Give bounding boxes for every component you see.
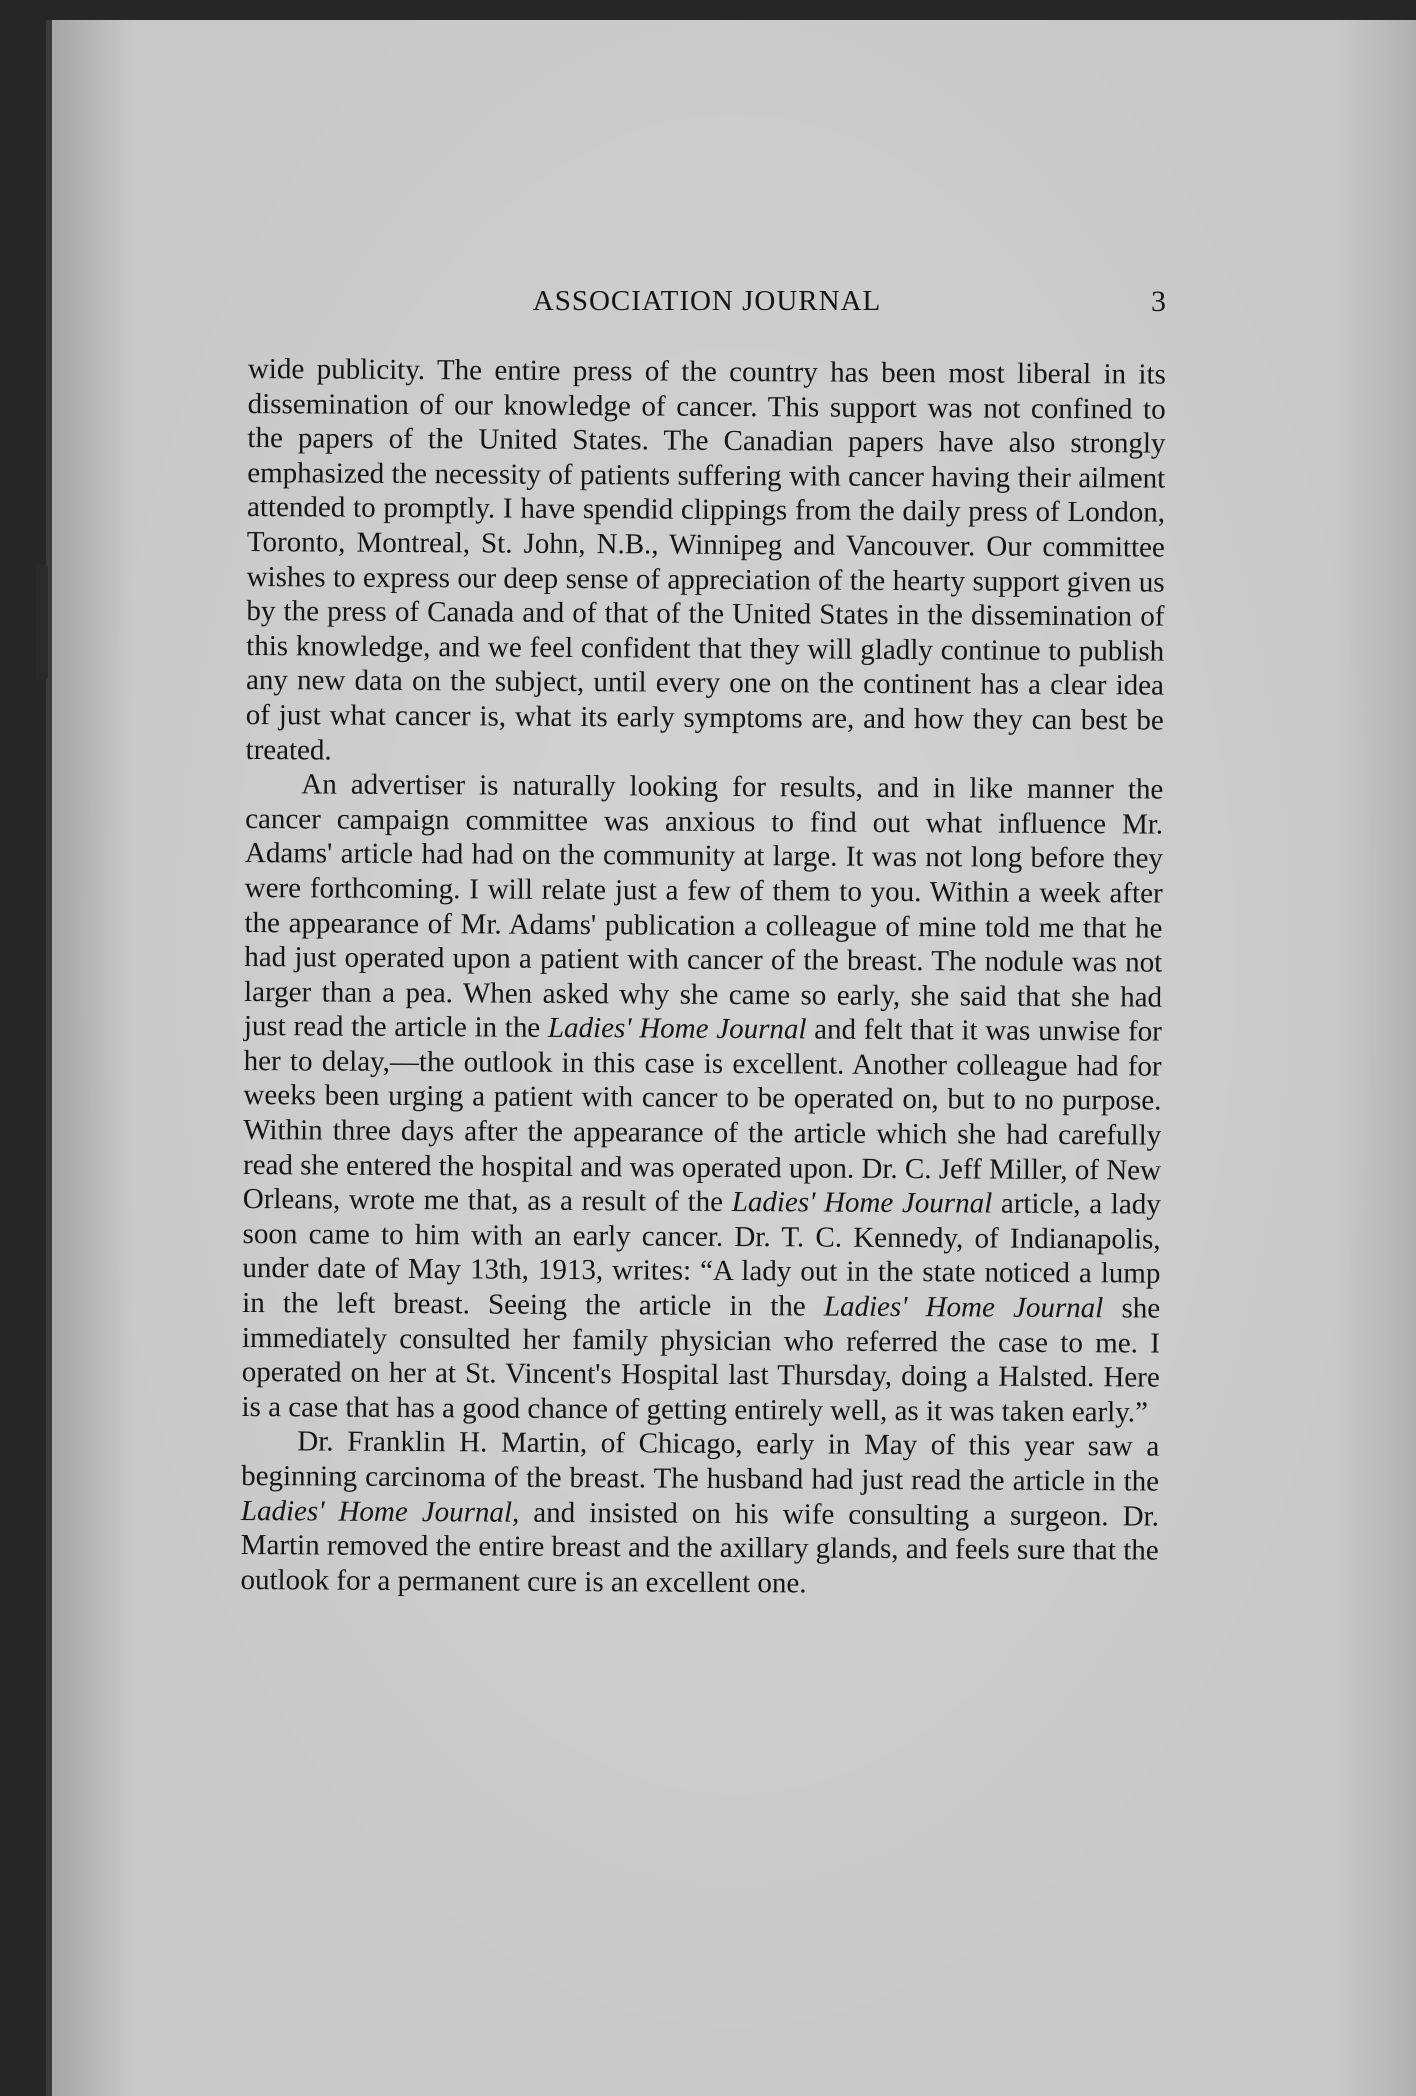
paragraph-1 [245,352,1166,773]
journal-title: Ladies' Home Journal, [240,1494,520,1529]
page-header [248,285,1166,335]
text-segment: wide publicity. The entire press of the country has been most liberal in its dissemination of our knowledge of cancer. This support was not confined to the papers of the United States. The Canadian papers have also strongly emphasized the necessity of patients suffering with cancer having their ailment attended to promptly. I have spendid clippings from the daily press of London, Toronto, Montreal, St. John, N.B., Winnipeg and Vancouver. Our committee wishes to express our deep sense of appreciation of the hearty support given us by the press of Canada and of that of the United States in the dissemination of this knowledge, and we feel confident that they will gladly continue to publish any new data on the subject, until every one on the continent has a clear idea of just what cancer is, what its early symptoms are, and how they can best be treated. [245,352,1166,767]
body-text [240,352,1166,1603]
journal-title: Ladies' Home Journal [731,1186,993,1220]
paragraph-3 [240,1424,1159,1603]
paragraph-2 [241,767,1163,1430]
text-segment: and felt that it was unwise for her to delay,—the outlook in this case is excellent. Another colleague had for weeks been urging a patient with cancer to be operated on, but to no purpose. Within three days after the appearance of the article which she had carefully read she entered the hospital and was operated upon. Dr. C. Jeff Miller, of New Orleans, wrote me that, as a result of the [242,1013,1162,1219]
binding-clip [36,565,48,680]
text-segment: article, a lady soon came to him with an early cancer. Dr. T. C. Kennedy, of Indianapolis, under date of May 13th, 1913, writes: “A lady out in the state noticed a lump in the left breast. Seeing the article in the [242,1187,1161,1323]
text-segment: she immediately consulted her family physician who referred the case to me. I operated on her at St. Vincent's Hospital last Thursday, doing a Halsted. Here is a case that has a good chance of getting entirely well, as it was taken early.” [241,1292,1161,1429]
text-segment: Dr. Franklin H. Martin, of Chicago, early in May of this year saw a beginning carcinoma of the breast. The husband had just read the article in the [241,1425,1160,1498]
text-segment: An advertiser is naturally looking for results, and in like manner the cancer campaign committee was anxious to find out what influence Mr. Adams' article had had on the community at large. It was not long before they were forthcoming. I will relate just a few of them to you. Within a week after the appearance of Mr. Adams' publication a colleague of mine told me that he had just operated upon a patient with cancer of the breast. The nodule was not larger than a pea. When asked why she came so early, she said that she had just read the article in the [243,768,1164,1045]
running-head: ASSOCIATION JOURNAL [532,285,882,317]
page-number: 3 [1151,285,1166,318]
journal-title: Ladies' Home Journal [823,1290,1104,1325]
text-segment: and insisted on his wife consulting a surgeon. Dr. Martin removed the entire breast and the axillary glands, and feels sure that the outlook for a permanent cure is an excellent one. [240,1496,1160,1600]
journal-title: Ladies' Home Journal [547,1012,807,1046]
